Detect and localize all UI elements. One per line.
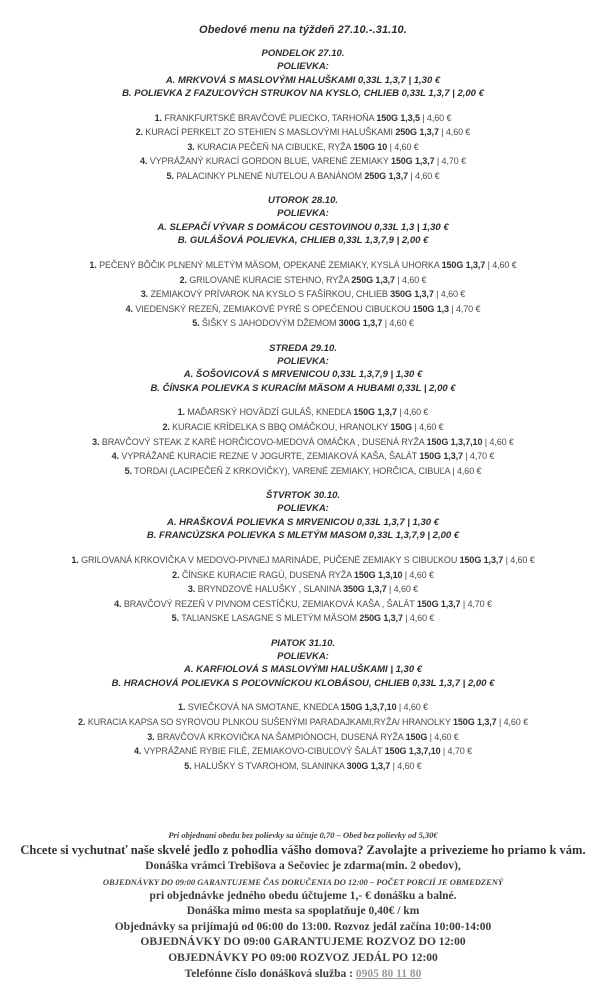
meal-item: [0, 449, 606, 464]
meal-price: | 4,70 €: [442, 746, 472, 757]
soup-item: B. GULÁŠOVÁ POLIEVKA, CHLIEB 0,33L 1,3,7,9 | 2,00 €: [177, 235, 429, 247]
meal-item: [0, 744, 606, 759]
footer-line: Objednávky sa prijímajú od 06:00 do 13:00. Rozvoz jedál začína 10:00-14:00: [114, 920, 492, 933]
footer-info: [0, 815, 606, 982]
meal-price: | 4,60 €: [505, 554, 535, 565]
meal-weight: 150G: [405, 731, 428, 742]
meal-item: [0, 715, 606, 730]
meal-weight: 150G 1,3: [412, 303, 449, 314]
phone-line: [0, 966, 606, 982]
meal-item: [0, 611, 606, 626]
meal-item: [0, 125, 606, 140]
day-title: ŠTVRTOK 30.10.: [265, 490, 341, 502]
meal-price: | 4,70 €: [436, 156, 466, 167]
meal-price: | 4,70 €: [462, 598, 492, 609]
meal-name: ŠIŠKY S JAHODOVÝM DŽEMOM: [201, 318, 337, 329]
meal-name: HALUŠKY S TVAROHOM, SLANINKA: [194, 760, 345, 771]
meal-weight: 350G 1,3,7: [343, 584, 387, 595]
meal-name: FRANKFURTSKÉ BRAVČOVÉ PLIECKO, TARHOŇA: [164, 112, 374, 123]
meal-number: 2.: [179, 274, 187, 285]
meal-weight: 150G 1,3,7: [390, 156, 435, 167]
meal-name: PALACINKY PLNENÉ NUTELOU A BANÁNOM: [176, 170, 363, 181]
meal-item: [0, 405, 606, 420]
meal-name: KURACÍ PERKELT ZO STEHIEN S MASLOVÝMI HALUŠKAMI: [145, 127, 393, 138]
meal-price: | 4,60 €: [436, 289, 466, 300]
soup-list: [0, 74, 606, 101]
soup-item: A. KARFIOLOVÁ S MASLOVÝMI HALUŠKAMI | 1,30 €: [183, 664, 423, 676]
day-section: [0, 194, 606, 330]
meal-number: 1.: [154, 112, 162, 123]
meal-number: 4.: [140, 156, 148, 167]
meal-name: MAĎARSKÝ HOVÄDZÍ GULÁŠ, KNEDĽA: [187, 407, 351, 418]
meal-price: | 4,60 €: [392, 760, 422, 771]
meal-price: | 4,60 €: [389, 141, 419, 152]
meal-item: [0, 420, 606, 435]
meal-item: [0, 169, 606, 184]
meal-price: | 4,60 €: [399, 407, 429, 418]
meal-price: | 4,60 €: [398, 702, 428, 713]
day-section: [0, 47, 606, 183]
meal-list: [0, 111, 606, 184]
meal-item: [0, 140, 606, 155]
meal-name: GRILOVANÉ KURACIE STEHNO, RYŽA: [189, 274, 349, 285]
soup-item: A. MRKVOVÁ S MASLOVÝMI HALUŠKAMI 0,33L 1,3,7 | 1,30 €: [165, 74, 441, 86]
meal-number: 3.: [140, 289, 149, 300]
meal-number: 1.: [177, 407, 185, 418]
page-title: Obedové menu na týždeň 27.10.-.31.10.: [199, 24, 407, 36]
meal-weight: 150G 1,3,10: [353, 569, 403, 580]
meal-number: 2.: [162, 422, 170, 433]
meal-number: 2.: [135, 127, 143, 138]
meal-number: 1.: [89, 259, 97, 270]
meal-price: | 4,60 €: [429, 731, 459, 742]
soup-list: [0, 516, 606, 543]
meal-item: [0, 568, 606, 583]
meal-item: [0, 287, 606, 302]
soup-heading: POLIEVKA:: [277, 208, 329, 220]
meal-weight: 150G 1,3,7: [453, 716, 497, 727]
meal-weight: 150G 10: [353, 141, 388, 152]
meal-name: PEČENÝ BÔČIK PLNENÝ MLETÝM MÄSOM, OPEKANÉ ZEMIAKY, KYSLÁ UHORKA: [99, 259, 440, 270]
soup-item: B. POLIEVKA Z FAZUĽOVÝCH STRUKOV NA KYSLO, CHLIEB 0,33L 1,3,7 | 2,00 €: [122, 88, 484, 99]
meal-item: [0, 730, 606, 745]
meal-price: | 4,60 €: [410, 170, 440, 181]
meal-weight: 250G 1,3,7: [351, 274, 395, 285]
meal-price: | 4,60 €: [452, 465, 482, 476]
meal-number: 3.: [187, 584, 196, 595]
soup-list: [0, 368, 606, 395]
meal-name: BRAVČOVÁ KRKOVIČKA NA ŠAMPIÓNOCH, DUSENÁ RYŽA: [156, 731, 404, 742]
day-section: [0, 637, 606, 773]
footer-line: OBJEDNÁVKY DO 09:00 GARANTUJEME ČAS DORUČENIA DO 12:00 – POČET PORCIÍ JE OBMEDZENÝ: [102, 876, 504, 887]
meal-weight: 150G 1,3,7: [353, 407, 397, 418]
meal-number: 3.: [147, 731, 155, 742]
day-title: PIATOK 31.10.: [270, 637, 336, 649]
footer-line: pri objednávke jedného obedu účtujeme 1,- € donášku a balné.: [149, 889, 457, 902]
soup-item: A. SLEPAČÍ VÝVAR S DOMÁCOU CESTOVINOU 0,33L 1,3 | 1,30 €: [157, 221, 449, 233]
meal-name: KURACIA KAPSA SO SYROVOU PLNKOU SUŠENÝMI PARADAJKAMI,RYŽA/ HRANOLKY: [87, 716, 451, 727]
meal-number: 5.: [171, 613, 179, 624]
meal-price: | 4,60 €: [414, 422, 444, 433]
meal-price: | 4,60 €: [389, 584, 419, 595]
footer-line: Pri objednaní obedu bez polievky sa účtuje 0,70 – Obed bez polievky od 5,30€: [168, 830, 438, 841]
meal-item: [0, 582, 606, 597]
meal-number: 3.: [187, 141, 195, 152]
meal-weight: 150G 1,3,5: [376, 112, 420, 123]
day-title: STREDA 29.10.: [269, 342, 337, 354]
soup-item: B. FRANCÚZSKA POLIEVKA S MLETÝM MASOM 0,33L 1,3,7,9 | 2,00 €: [146, 530, 460, 542]
soup-heading: POLIEVKA:: [277, 503, 329, 515]
meal-price: | 4,60 €: [484, 436, 514, 447]
meal-number: 1.: [71, 554, 79, 565]
meal-number: 5.: [184, 760, 192, 771]
meal-number: 5.: [166, 170, 174, 181]
meal-item: [0, 435, 606, 450]
day-title: UTOROK 28.10.: [267, 195, 339, 207]
meal-item: [0, 316, 606, 331]
footer-line: Donáška mimo mesta sa spoplatňuje 0,40€ / km: [186, 905, 420, 918]
meal-weight: 150G 1,3,7: [459, 554, 504, 565]
meal-price: | 4,70 €: [451, 303, 481, 314]
meal-number: 5.: [192, 318, 200, 329]
meal-name: SVIEČKOVÁ NA SMOTANE, KNEDĽA: [187, 702, 339, 713]
meal-weight: 300G 1,3,7: [346, 760, 391, 771]
meal-name: KURACIA PEČEŇ NA CIBUĽKE, RYŽA: [197, 141, 351, 152]
day-section: [0, 489, 606, 625]
meal-name: KURACIE KRÍDELKA S BBQ OMÁČKOU, HRANOLKY: [172, 422, 389, 433]
phone-link[interactable]: 0905 80 11 80: [355, 968, 422, 981]
meal-item: [0, 302, 606, 317]
soup-item: A. HRAŠKOVÁ POLIEVKA S MRVENICOU 0,33L 1,3,7 | 1,30 €: [167, 516, 439, 528]
meal-weight: 150G 1,3,7: [416, 598, 461, 609]
meal-price: | 4,60 €: [405, 613, 435, 624]
footer-line: OBJEDNÁVKY DO 09:00 GARANTUJEME ROZVOZ DO 12:00: [140, 936, 466, 949]
meal-price: | 4,60 €: [498, 716, 529, 727]
footer-line: Donáška vrámci Trebišova a Sečoviec je zdarma(min. 2 obedov),: [145, 860, 461, 873]
meal-item: [0, 759, 606, 774]
footer-line: OBJEDNÁVKY PO 09:00 ROZVOZ JEDÁL PO 12:00: [168, 951, 438, 964]
soup-heading: POLIEVKA:: [277, 355, 329, 367]
soup-item: B. HRACHOVÁ POLIEVKA S POĽOVNÍCKOU KLOBÁSOU, CHLIEB 0,33L 1,3,7 | 2,00 €: [111, 677, 495, 689]
meal-name: ZEMIAKOVÝ PRÍVAROK NA KYSLO S FAŠÍRKOU, CHLIEB: [150, 289, 388, 300]
meal-name: VYPRÁŽANÉ KURACIE REZNE V JOGURTE, ZEMIAKOVÁ KAŠA, ŠALÁT: [121, 451, 417, 462]
meal-item: [0, 553, 606, 568]
meal-list: [0, 553, 606, 626]
meal-list: [0, 700, 606, 773]
meal-item: [0, 154, 606, 169]
meal-price: | 4,60 €: [384, 318, 414, 329]
meal-number: 4.: [134, 746, 142, 757]
meal-name: TALIANSKE LASAGNE S MLETÝM MÄSOM: [181, 613, 357, 624]
meal-list: [0, 258, 606, 331]
soup-heading: POLIEVKA:: [277, 650, 329, 662]
meal-price: | 4,60 €: [422, 112, 452, 123]
meal-name: ČÍNSKE KURACIE RAGÚ, DUSENÁ RYŽA: [181, 569, 352, 580]
meal-price: | 4,60 €: [487, 259, 517, 270]
meal-weight: 300G 1,3,7: [338, 318, 383, 329]
soup-item: A. ŠOŠOVICOVÁ S MRVENICOU 0,33L 1,3,7,9 | 1,30 €: [183, 369, 423, 381]
meal-weight: 150G: [390, 422, 413, 433]
footer-lines: [0, 828, 606, 966]
meal-number: 4.: [111, 451, 119, 462]
meal-name: BRYNDZOVÉ HALUŠKY , SLANINA: [197, 584, 341, 595]
meal-weight: 150G 1,3,7: [441, 259, 486, 270]
menu-days: [0, 47, 606, 773]
phone-label: Telefónne číslo donášková služba :: [184, 968, 356, 981]
meal-number: 1.: [178, 702, 186, 713]
meal-number: 4.: [125, 303, 133, 314]
meal-name: VYPRÁŽANÝ KURACÍ GORDON BLUE, VARENÉ ZEMIAKY: [149, 156, 389, 167]
meal-price: | 4,60 €: [404, 569, 434, 580]
soup-heading: POLIEVKA:: [277, 61, 329, 72]
meal-weight: 250G 1,3,7: [395, 127, 439, 138]
meal-name: BRAVČOVÝ STEAK Z KARÉ HORČICOVO-MEDOVÁ OMÁČKA , DUSENÁ RYŽA: [101, 436, 425, 447]
meal-name: GRILOVANÁ KRKOVIČKA V MEDOVO-PIVNEJ MARINÁDE, PUČENÉ ZEMIAKY S CIBUĽKOU: [81, 554, 458, 565]
meal-number: 2.: [172, 569, 180, 580]
meal-item: [0, 597, 606, 612]
meal-weight: 150G 1,3,7: [419, 451, 463, 462]
meal-weight: 350G 1,3,7: [390, 289, 434, 300]
meal-number: 3.: [92, 436, 100, 447]
meal-list: [0, 405, 606, 478]
meal-weight: 150G 1,3,7,10: [340, 702, 397, 713]
meal-item: [0, 273, 606, 288]
meal-name: TORDAI (LACIPEČEŇ Z KRKOVIČKY), VARENÉ ZEMIAKY, HORČICA, CIBUĽA: [134, 465, 450, 476]
soup-list: [0, 221, 606, 248]
meal-weight: 250G 1,3,7: [359, 613, 403, 624]
meal-weight: 250G 1,3,7: [364, 170, 409, 181]
meal-number: 2.: [77, 716, 86, 727]
meal-weight: 150G 1,3,7,10: [426, 436, 483, 447]
meal-weight: 150G 1,3,7,10: [384, 746, 441, 757]
meal-item: [0, 111, 606, 126]
meal-number: 4.: [114, 598, 122, 609]
meal-item: [0, 700, 606, 715]
meal-name: VYPRÁŽANÉ RYBIE FILÉ, ZEMIAKOVO-CIBUĽOVÝ ŠALÁT: [143, 746, 383, 757]
meal-item: [0, 464, 606, 479]
day-section: [0, 342, 606, 478]
meal-item: [0, 258, 606, 273]
meal-price: | 4,60 €: [397, 274, 427, 285]
soup-item: B. ČÍNSKA POLIEVKA S KURACÍM MÄSOM A HUBAMI 0,33L | 2,00 €: [150, 382, 456, 394]
meal-price: | 4,60 €: [441, 127, 471, 138]
soup-list: [0, 663, 606, 690]
meal-name: VIEDENSKÝ REZEŇ, ZEMIAKOVÉ PYRÉ S OPEČENOU CIBUĽKOU: [135, 303, 411, 314]
meal-price: | 4,70 €: [465, 451, 495, 462]
meal-number: 5.: [124, 465, 132, 476]
footer-line: Chcete si vychutnať naše skvelé jedlo z pohodlia vášho domova? Zavolajte a privezieme ho priamo k vám.: [20, 843, 586, 858]
meal-name: BRAVČOVÝ REZEŇ V PIVNOM CESTÍČKU, ZEMIAKOVÁ KAŠA , ŠALÁT: [123, 598, 415, 609]
day-title: PONDELOK 27.10.: [261, 48, 345, 59]
